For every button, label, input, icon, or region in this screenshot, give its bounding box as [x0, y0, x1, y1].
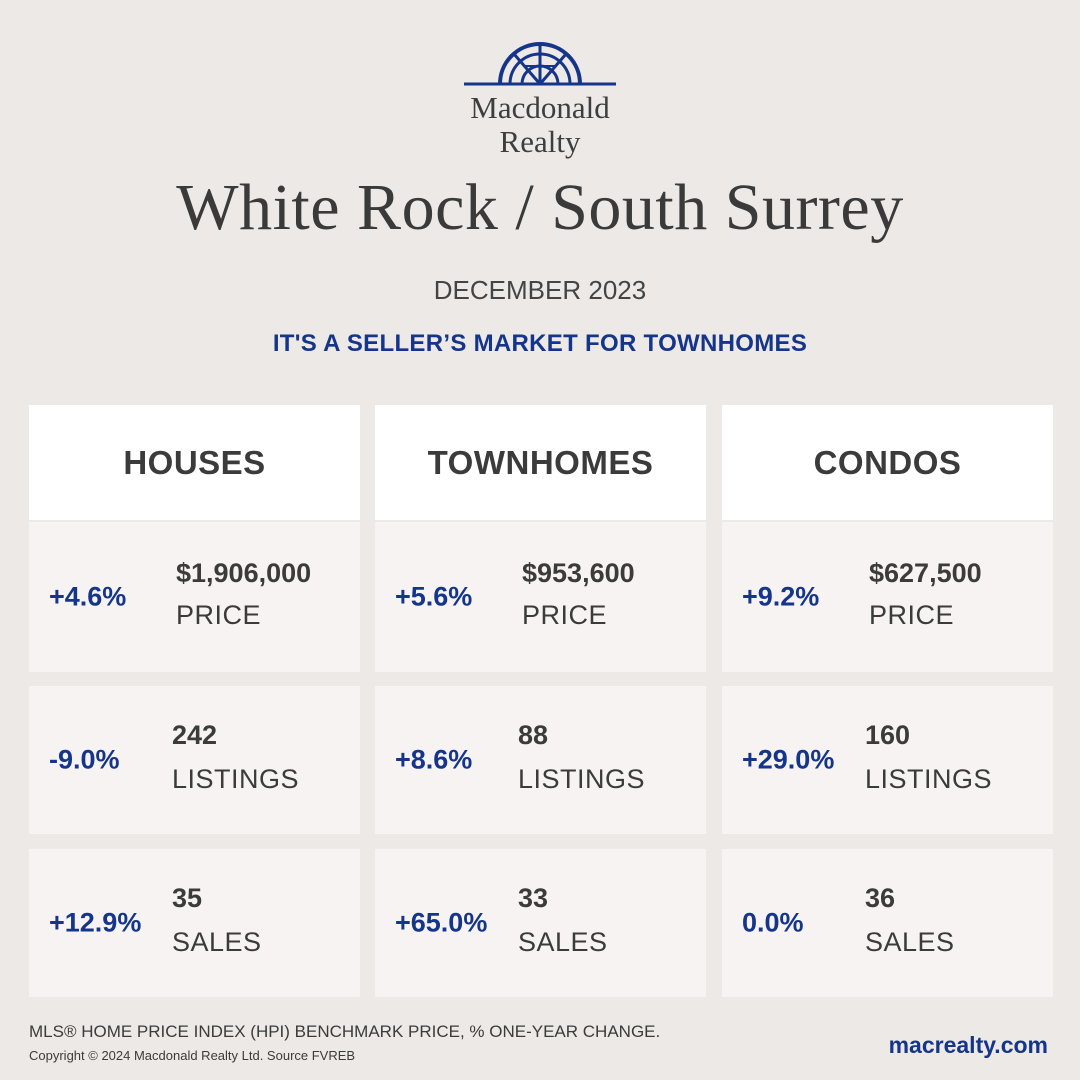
stat-label: SALES — [865, 927, 955, 957]
percent-change: -9.0% — [49, 744, 120, 775]
stat-label: PRICE — [869, 600, 955, 630]
page-title: White Rock / South Surrey — [176, 171, 904, 244]
methodology-note: MLS® HOME PRICE INDEX (HPI) BENCHMARK PRICE, % ONE-YEAR CHANGE. — [29, 1022, 661, 1041]
stat-value: 88 — [518, 720, 549, 750]
stat-value: 33 — [518, 883, 549, 913]
stat-value: 242 — [172, 720, 218, 750]
stat-value: 160 — [865, 720, 911, 750]
percent-change: +9.2% — [742, 581, 820, 612]
column-heading: CONDOS — [722, 405, 1053, 520]
stat-card-listings — [375, 686, 706, 834]
houses-column — [29, 405, 360, 957]
stat-label: LISTINGS — [172, 764, 300, 794]
townhomes-column — [375, 405, 706, 957]
report-month: DECEMBER 2023 — [433, 275, 647, 305]
copyright-notice: Copyright © 2024 Macdonald Realty Ltd. Source FVREB — [29, 1048, 356, 1063]
stat-card-sales — [375, 849, 706, 997]
stat-card-price — [722, 522, 1053, 672]
stat-card-sales — [722, 849, 1053, 997]
percent-change: +5.6% — [395, 581, 473, 612]
stat-card-listings — [29, 686, 360, 834]
sunburst-arch-logo-icon — [464, 40, 616, 90]
percent-change: +29.0% — [742, 744, 835, 775]
stat-label: PRICE — [176, 600, 262, 630]
stat-label: LISTINGS — [518, 764, 646, 794]
stat-value: $627,500 — [869, 558, 982, 588]
stat-card-price — [375, 522, 706, 672]
stat-card-price — [29, 522, 360, 672]
brand-logo — [440, 40, 640, 164]
stat-value: $953,600 — [522, 558, 635, 588]
website-link[interactable]: macrealty.com — [888, 1032, 1048, 1058]
column-heading: HOUSES — [29, 405, 360, 520]
stat-label: SALES — [172, 927, 262, 957]
percent-change: 0.0% — [742, 907, 804, 938]
market-headline: IT'S A SELLER’S MARKET FOR TOWNHOMES — [272, 330, 808, 357]
stat-label: SALES — [518, 927, 608, 957]
brand-name-line1: Macdonald — [470, 90, 610, 125]
condos-column — [722, 405, 1053, 957]
brand-name-line2: Realty — [499, 124, 581, 159]
percent-change: +8.6% — [395, 744, 473, 775]
percent-change: +12.9% — [49, 907, 142, 938]
stat-label: LISTINGS — [865, 764, 993, 794]
column-heading: TOWNHOMES — [375, 405, 706, 520]
stat-label: PRICE — [522, 600, 608, 630]
percent-change: +65.0% — [395, 907, 488, 938]
stat-value: 36 — [865, 883, 896, 913]
stat-value: $1,906,000 — [176, 558, 312, 588]
percent-change: +4.6% — [49, 581, 127, 612]
stat-value: 35 — [172, 883, 203, 913]
stat-card-sales — [29, 849, 360, 997]
stat-card-listings — [722, 686, 1053, 834]
